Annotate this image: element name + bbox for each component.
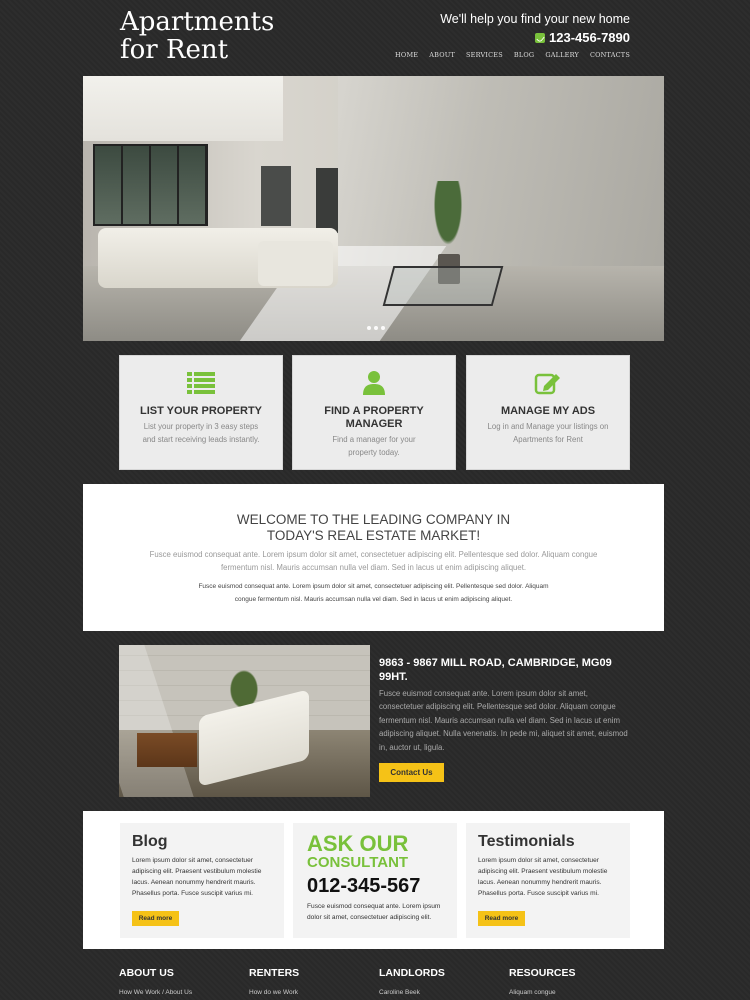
nav-gallery[interactable]: GALLERY xyxy=(545,51,579,59)
property-image xyxy=(119,645,370,797)
edit-icon xyxy=(534,371,562,395)
testimonials-title: Testimonials xyxy=(478,833,575,850)
welcome-title: WELCOME TO THE LEADING COMPANY IN TODAY'S REAL ESTATE MARKET! xyxy=(236,512,511,543)
hero-slider-image xyxy=(83,76,664,341)
logo-line-1: Apartments xyxy=(120,7,275,37)
user-icon xyxy=(363,371,385,395)
footer-link[interactable]: Caroline Beek xyxy=(379,989,420,996)
slider-dot[interactable] xyxy=(374,326,378,330)
phone-icon xyxy=(535,33,545,43)
footer-heading: RENTERS xyxy=(249,967,300,979)
feature-find-manager[interactable] xyxy=(292,355,456,470)
property-address: 9863 - 9867 MILL ROAD, CAMBRIDGE, MG09 99HT. xyxy=(379,657,612,683)
consultant-phone[interactable]: 012-345-567 xyxy=(307,875,421,897)
welcome-paragraph-2: Fusce euismod consequat ante. Lorem ipsum dolor sit amet, consectetuer adipiscing elit. Pellentesque sed dolor. Aliquam congue fermentum nisl. Mauris accumsan nulla vel diam. Sed in lacus ut enim adipiscing aliquet. xyxy=(198,583,549,603)
feature-list-property[interactable] xyxy=(119,355,283,470)
feature-text: Find a manager for your property today. xyxy=(332,435,416,457)
blog-box xyxy=(120,823,284,938)
feature-title: MANAGE MY ADS xyxy=(500,405,596,417)
slider-dot[interactable] xyxy=(381,326,385,330)
blog-text: Lorem ipsum dolor sit amet, consectetuer adipiscing elit. Praesent vestibulum molestie lacus. Aenean nonummy hendrerit mauris. Phasellus porta. Fusce suscipit varius mi. xyxy=(132,857,262,897)
info-panel xyxy=(83,811,664,949)
testimonials-box xyxy=(466,823,630,938)
contact-us-button[interactable]: Contact Us xyxy=(379,763,444,782)
testimonials-text: Lorem ipsum dolor sit amet, consectetuer adipiscing elit. Praesent vestibulum molestie lacus. Aenean nonummy hendrerit mauris. Phasellus porta. Fusce suscipit varius mi. xyxy=(478,857,608,897)
feature-manage-ads[interactable] xyxy=(466,355,630,470)
header-tagline: We'll help you find your new home xyxy=(440,12,630,26)
site-logo[interactable] xyxy=(120,8,300,64)
consultant-heading-line-1: ASK OUR xyxy=(307,831,409,856)
header-phone xyxy=(535,30,630,45)
consultant-heading xyxy=(307,833,457,871)
nav-home[interactable]: HOME xyxy=(395,51,419,59)
feature-title: FIND A PROPERTY MANAGER xyxy=(324,405,424,430)
logo-line-2: for Rent xyxy=(120,35,229,65)
footer-link[interactable]: Aliquam congue xyxy=(509,989,556,996)
testimonials-read-more-button[interactable]: Read more xyxy=(478,911,525,926)
nav-services[interactable]: SERVICES xyxy=(465,51,503,59)
footer-resources xyxy=(509,967,576,996)
welcome-section xyxy=(83,484,664,631)
list-icon xyxy=(187,371,215,395)
main-nav xyxy=(395,51,630,59)
blog-title: Blog xyxy=(132,833,168,850)
feature-text: Log in and Manage your listings on Apartments for Rent xyxy=(487,422,609,444)
footer-link[interactable]: How do we Work xyxy=(249,989,299,996)
nav-contacts[interactable]: CONTACTS xyxy=(589,51,630,59)
nav-about[interactable]: ABOUT xyxy=(429,51,455,59)
welcome-paragraph-1: Fusce euismod consequat ante. Lorem ipsum dolor sit amet, consectetuer adipiscing elit. Pellentesque sed dolor. Aliquam congue fermentum nisl. Mauris accumsan nulla vel diam. Sed in lacus ut enim adipiscing aliquet. xyxy=(149,550,598,572)
feature-text: List your property in 3 easy steps and start receiving leads instantly. xyxy=(142,422,260,444)
feature-title: LIST YOUR PROPERTY xyxy=(139,405,263,417)
header-phone-number: 123-456-7890 xyxy=(549,30,630,45)
property-description: Fusce euismod consequat ante. Lorem ipsum dolor sit amet, consectetuer adipiscing elit. Pellentesque sed dolor. Aliquam congue fermentum nisl. Mauris accumsan nulla vel diam. Sed in lacus ut enim adipiscing aliquet. Nulla venenatis. In pede mi, aliquet sit amet, euismod in, auctor ut, ligula. xyxy=(379,689,628,752)
nav-blog[interactable]: BLOG xyxy=(513,51,535,59)
blog-read-more-button[interactable]: Read more xyxy=(132,911,179,926)
footer-link[interactable]: How We Work / About Us xyxy=(119,989,193,996)
footer-renters xyxy=(249,967,299,996)
footer-landlords xyxy=(379,967,445,996)
slider-pagination xyxy=(367,326,385,330)
footer-heading: ABOUT US xyxy=(119,967,174,979)
footer-heading: RESOURCES xyxy=(509,967,576,979)
slider-dot[interactable] xyxy=(367,326,371,330)
consultant-heading-line-2: CONSULTANT xyxy=(307,854,409,871)
footer-about-us xyxy=(119,967,192,996)
footer-heading: LANDLORDS xyxy=(379,967,445,979)
consultant-text: Fusce euismod consequat ante. Lorem ipsum dolor sit amet, consectetuer adipiscing elit. xyxy=(307,903,441,921)
consultant-box xyxy=(293,823,457,938)
